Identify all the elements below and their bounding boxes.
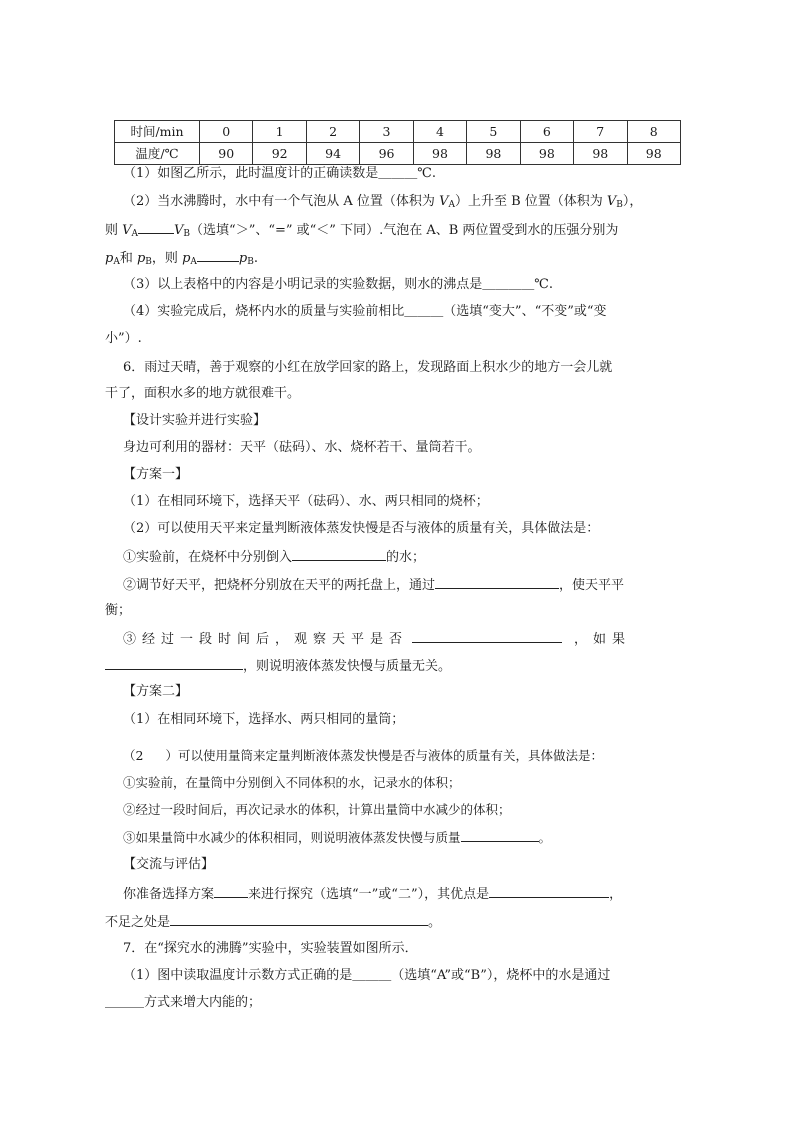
subscript-b: B [247,257,254,267]
text: 不足之处是 [105,915,171,930]
q6-intro-line2: 干了，面积水多的地方就很难干。 [105,386,301,401]
text: 来进行探究（选填“一”或“二”），其优点是 [248,887,490,902]
q6-eval-title: 【交流与评估】 [123,857,215,872]
table-cell: 98 [627,143,681,165]
answer-blank[interactable] [412,628,562,643]
symbol-v: V [122,223,132,238]
q6-plan1-item1 [123,546,425,568]
text: ③经过一段时间后，观察天平是否 [123,632,409,647]
q5-part1: （1）如图乙所示，此时温度计的正确读数是＿＿＿℃. [123,166,436,181]
table-cell: 3 [360,121,413,143]
table-header-temperature: 温度/℃ [115,143,200,165]
q7-intro: 7．在“探究水的沸腾”实验中，实验装置如图所示． [123,941,418,956]
q6-materials: 身边可利用的器材：天平（砝码）、水、烧杯若干、量筒若干。 [123,440,481,455]
text: 的水； [386,550,426,565]
answer-blank[interactable] [170,911,428,926]
table-row-temperature [115,143,681,165]
table-cell: 1 [253,121,306,143]
q6-plan2-item3 [123,827,551,848]
q6-eval-line1 [123,883,622,905]
text: ， [609,887,623,902]
q6-intro-line1: 6．雨过天晴，善于观察的小红在放学回家的路上，发现路面上积水少的地方一会儿就 [123,360,613,375]
symbol-p: p [182,251,191,266]
symbol-v: V [174,223,184,238]
answer-blank[interactable] [461,827,539,842]
subscript-a: A [113,257,120,267]
q6-eval-line2 [105,911,441,933]
subscript-b: B [145,257,152,267]
table-cell: 98 [413,143,466,165]
text: ，则说明液体蒸发快慢与质量无关。 [243,659,452,674]
text: 则 [105,223,123,238]
subscript-a: A [448,200,455,210]
text: ）可以使用量筒来定量判断液体蒸发快慢是否与液体的质量有关，具体做法是： [165,748,603,763]
text: ，如果 [574,632,632,647]
answer-blank[interactable] [292,546,386,561]
q7-part1-line1: （1）图中读取温度计示数方式正确的是＿＿＿（选填“A”或“B”），烧杯中的水是通过 [123,968,611,983]
q6-plan1-step2: （2）可以使用天平来定量判断液体蒸发快慢是否与液体的质量有关，具体做法是： [123,521,600,536]
table-cell: 90 [200,143,253,165]
q6-plan1-title: 【方案一】 [123,467,189,482]
text: ）， [622,194,643,209]
q6-plan2-step1: （1）在相同环境下，选择水、两只相同的量筒； [123,712,405,727]
answer-blank[interactable] [489,883,609,898]
q6-plan1-step1: （1）在相同环境下，选择天平（砝码）、水、两只相同的烧杯； [123,494,489,509]
answer-blank[interactable] [435,574,559,589]
symbol-p: p [105,251,114,266]
table-row-time [115,121,681,143]
text: （2）当水沸腾时，水中有一个气泡从 A 位置（体积为 [123,194,440,209]
subscript-a: A [190,257,197,267]
symbol-p: p [136,251,146,266]
table-cell: 6 [520,121,573,143]
subscript-a: A [131,229,139,239]
subscript-b: B [183,229,191,239]
table-cell: 4 [413,121,466,143]
text: ，使天平平 [559,578,625,593]
answer-blank[interactable] [138,219,174,234]
text: ①实验前，在烧杯中分别倒入 [123,550,293,565]
q6-plan1-item3-cont [105,655,451,677]
text: 。 [538,830,552,845]
answer-blank[interactable] [214,883,248,898]
q6-plan2-step2 [123,746,603,766]
table-cell: 98 [467,143,520,165]
table-cell: 96 [360,143,413,165]
table-cell: 98 [574,143,627,165]
symbol-v: V [439,194,449,209]
temperature-time-table [114,120,681,165]
text: 和 [119,251,137,266]
table-cell: 5 [467,121,520,143]
table-cell: 94 [306,143,359,165]
table-cell: 0 [200,121,253,143]
table-cell: 7 [574,121,627,143]
text: 你准备选择方案 [123,887,215,902]
text: ，则 [151,251,183,266]
table-cell: 98 [520,143,573,165]
answer-blank[interactable] [105,655,243,670]
q7-part1-line2: ＿＿＿方式来增大内能的； [105,995,262,1010]
symbol-p: p [238,251,248,266]
q5-part2-line3: $p_A$和 $p_B$，则 $p_A$ $p_B$. [105,247,258,269]
q6-design-title: 【设计实验并进行实验】 [123,413,267,428]
text: ③如果量筒中水减少的体积相同，则说明液体蒸发快慢与质量 [123,830,461,845]
text: ②调节好天平，把烧杯分别放在天平的两托盘上，通过 [123,578,436,593]
q6-plan1-item3 [123,628,631,650]
q6-plan2-title: 【方案二】 [123,684,189,699]
q5-part3: （3）以上表格中的内容是小明记录的实验数据，则水的沸点是＿＿＿＿℃. [123,277,553,292]
subscript-b: B [616,200,623,210]
text: 。 [428,915,442,930]
q6-plan1-item2 [123,574,624,596]
table-cell: 92 [253,143,306,165]
text: （2 [123,748,144,763]
q6-plan2-item1: ①实验前，在量筒中分别倒入不同体积的水，记录水的体积； [123,775,461,790]
q5-part2-line2 [105,219,618,241]
q5-part4-line1: （4）实验完成后，烧杯内水的质量与实验前相比＿＿＿（选填“变大”、“不变”或“变 [123,304,607,319]
q5-part4-line2: 小”）. [105,331,142,346]
text: （选填“＞”、“=” 或“＜” 下同）.气泡在 A、B 两位置受到水的压强分别为 [190,223,619,238]
table-cell: 2 [306,121,359,143]
q6-plan1-item2-cont: 衡； [105,603,132,618]
q6-plan2-item2: ②经过一段时间后，再次记录水的体积，计算出量筒中水减少的体积； [123,802,511,817]
answer-blank[interactable] [197,247,239,262]
q5-part2-line1 [123,192,642,212]
table-header-time: 时间/min [115,121,200,143]
text: ）上升至 B 位置（体积为 [454,194,607,209]
symbol-v: V [606,194,617,209]
table-cell: 8 [627,121,681,143]
